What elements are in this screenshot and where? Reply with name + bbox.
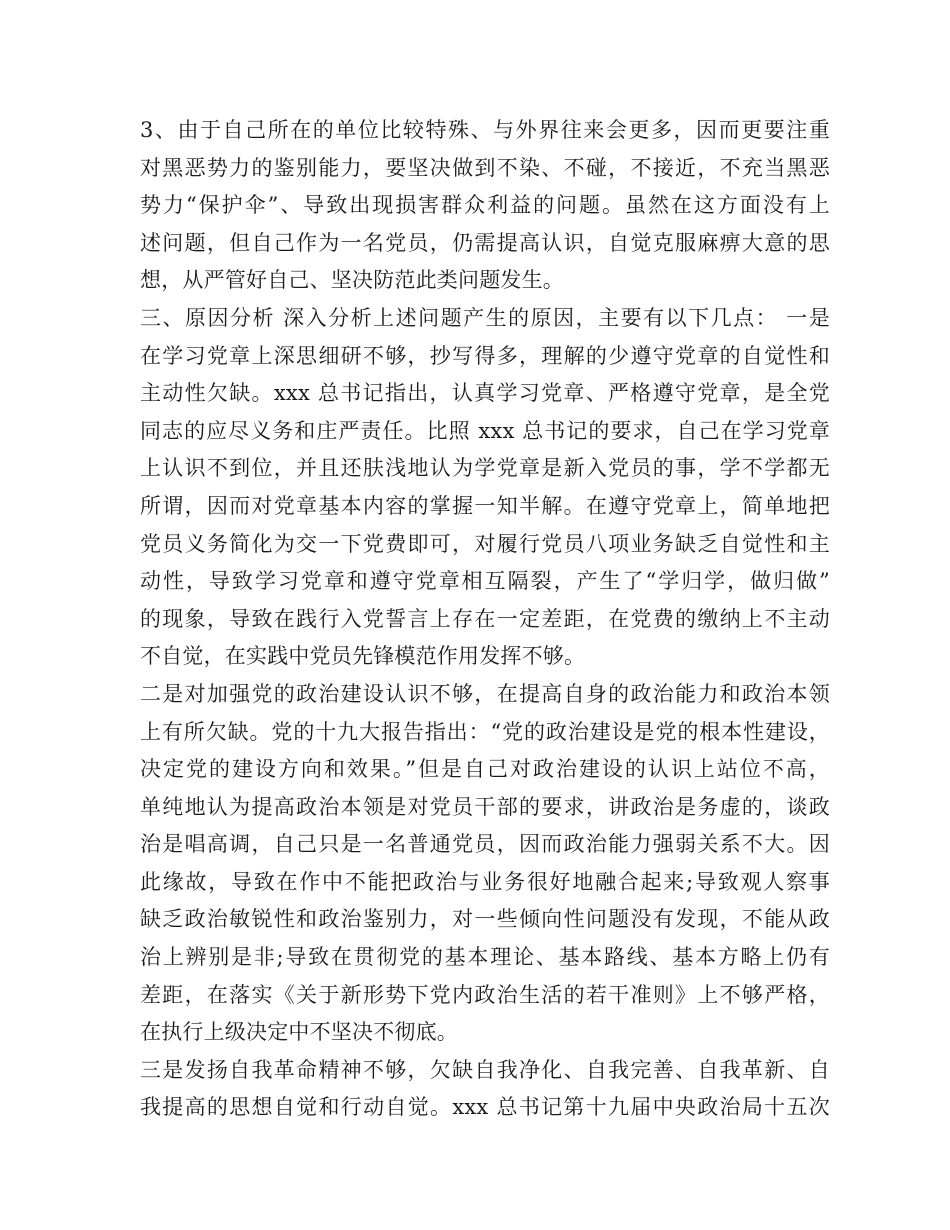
document-line: 势力“保护伞”、导致出现损害群众利益的问题。虽然在这方面没有上: [140, 193, 830, 218]
document-line: 在学习党章上深思细研不够，抄写得多，理解的少遵守党章的自觉性和: [140, 343, 830, 368]
document-line: 动性，导致学习党章和遵守党章相互隔裂，产生了“学归学，做归做”: [140, 569, 830, 594]
document-line: 单纯地认为提高政治本领是对党员干部的要求，讲政治是务虚的，谈政: [140, 794, 830, 819]
document-line: 治是唱高调，自己只是一名普通党员，因而政治能力强弱关系不大。因: [140, 832, 830, 857]
document-line: 三是发扬自我革命精神不够，欠缺自我净化、自我完善、自我革新、自: [140, 1057, 830, 1082]
document-line: 二是对加强党的政治建设认识不够，在提高自身的政治能力和政治本领: [140, 681, 830, 706]
document-line: 上有所欠缺。党的十九大报告指出：“党的政治建设是党的根本性建设，: [140, 719, 830, 744]
document-line: 缺乏政治敏锐性和政治鉴别力，对一些倾向性问题没有发现，不能从政: [140, 907, 830, 932]
document-line: 主动性欠缺。xxx 总书记指出，认真学习党章、严格遵守党章，是全党: [140, 381, 830, 406]
document-line: 我提高的思想自觉和行动自觉。xxx 总书记第十九届中央政治局十五次: [140, 1095, 830, 1120]
document-line: 上认识不到位，并且还肤浅地认为学党章是新入党员的事，学不学都无: [140, 456, 830, 481]
document-line: 的现象，导致在践行入党誓言上存在一定差距，在党费的缴纳上不主动: [140, 606, 830, 631]
document-line: 3、由于自己所在的单位比较特殊、与外界往来会更多，因而更要注重: [140, 118, 830, 142]
document-line: 差距，在落实《关于新形势下党内政治生活的若干准则》上不够严格，: [140, 982, 830, 1007]
document-line: 述问题，但自己作为一名党员，仍需提高认识，自觉克服麻痹大意的思: [140, 230, 830, 255]
document-line: 同志的应尽义务和庄严责任。比照 xxx 总书记的要求，自己在学习党章: [140, 418, 830, 443]
document-line: 对黑恶势力的鉴别能力，要坚决做到不染、不碰，不接近，不充当黑恶: [140, 155, 830, 180]
document-line: 想，从严管好自己、坚决防范此类问题发生。: [140, 268, 564, 293]
document-line: 决定党的建设方向和效果。”但是自己对政治建设的认识上站位不高，: [140, 757, 830, 782]
document-line: 不自觉，在实践中党员先锋模范作用发挥不够。: [140, 644, 586, 669]
document-line: 三、原因分析 深入分析上述问题产生的原因，主要有以下几点： 一是: [140, 305, 830, 330]
document-line: 治上辨别是非;导致在贯彻党的基本理论、基本路线、基本方略上仍有: [140, 945, 830, 970]
document-body: [140, 112, 830, 1127]
document-line: 所谓，因而对党章基本内容的掌握一知半解。在遵守党章上，简单地把: [140, 493, 830, 518]
document-line: 此缘故，导致在作中不能把政治与业务很好地融合起来;导致观人察事: [140, 869, 830, 894]
document-line: 党员义务简化为交一下党费即可，对履行党员八项业务缺乏自觉性和主: [140, 531, 830, 556]
document-line: 在执行上级决定中不坚决不彻底。: [140, 1020, 458, 1045]
